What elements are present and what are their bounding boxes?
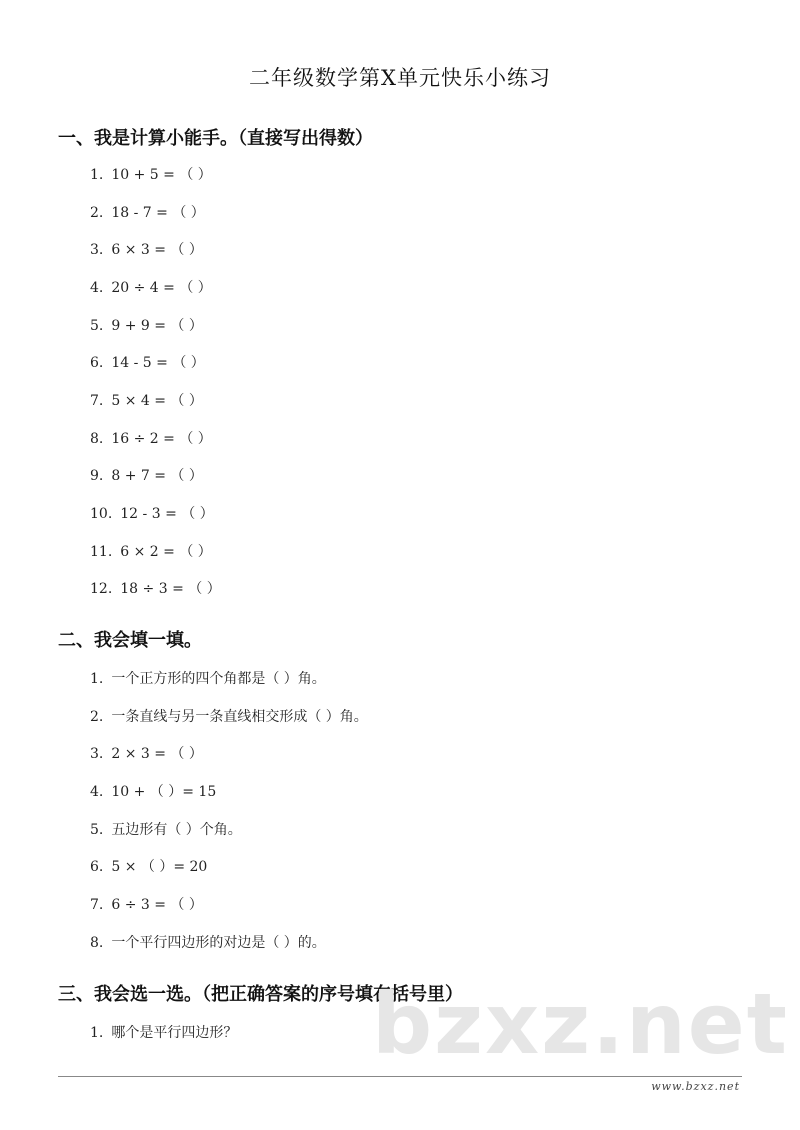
question-item <box>90 202 205 222</box>
question-item <box>90 781 216 801</box>
question-text: 2 × 3 = （ ） <box>111 746 203 762</box>
question-number: 1. <box>90 167 104 183</box>
question-text: 10 + 5 = （ ） <box>111 167 212 183</box>
question-text: 五边形有（ ）个角。 <box>111 822 242 838</box>
question-item <box>90 668 326 688</box>
question-text: 8 + 7 = （ ） <box>111 468 203 484</box>
question-text: 6 × 2 = （ ） <box>120 544 212 560</box>
question-item <box>90 390 203 410</box>
question-item <box>90 164 212 184</box>
question-item <box>90 894 203 914</box>
question-text: 18 ÷ 3 = （ ） <box>120 581 221 597</box>
question-number: 1. <box>90 1025 104 1041</box>
question-number: 10. <box>90 506 113 522</box>
question-number: 8. <box>90 431 104 447</box>
question-text: 10 + （ ）= 15 <box>111 784 217 800</box>
question-item <box>90 578 221 598</box>
question-number: 9. <box>90 468 104 484</box>
question-number: 5. <box>90 318 104 334</box>
question-number: 6. <box>90 859 104 875</box>
question-item <box>90 856 207 876</box>
question-text: 12 - 3 = （ ） <box>120 506 214 522</box>
question-number: 8. <box>90 935 104 951</box>
question-text: 5 × 4 = （ ） <box>111 393 203 409</box>
footer-site-url: www.bzxz.net <box>651 1080 740 1093</box>
question-item <box>90 1022 237 1042</box>
question-item <box>90 743 203 763</box>
question-item <box>90 503 214 523</box>
question-number: 2. <box>90 205 104 221</box>
question-number: 12. <box>90 581 113 597</box>
question-number: 5. <box>90 822 104 838</box>
question-item <box>90 315 203 335</box>
question-item <box>90 428 212 448</box>
question-number: 11. <box>90 544 113 560</box>
section-heading-fill-in: 二、我会填一填。 <box>58 630 202 651</box>
question-item <box>90 541 212 561</box>
question-item <box>90 352 205 372</box>
question-item <box>90 706 368 726</box>
question-text: 9 + 9 = （ ） <box>111 318 203 334</box>
question-text: 5 × （ ）= 20 <box>111 859 208 875</box>
question-number: 1. <box>90 671 104 687</box>
question-number: 4. <box>90 280 104 296</box>
question-text: 一条直线与另一条直线相交形成（ ）角。 <box>111 709 368 725</box>
question-number: 7. <box>90 393 104 409</box>
section-heading-multiple-choice: 三、我会选一选。（把正确答案的序号填在括号里） <box>58 984 463 1005</box>
question-text: 20 ÷ 4 = （ ） <box>111 280 212 296</box>
question-item <box>90 277 212 297</box>
question-number: 6. <box>90 355 104 371</box>
question-text: 6 × 3 = （ ） <box>111 242 203 258</box>
question-number: 3. <box>90 746 104 762</box>
question-number: 4. <box>90 784 104 800</box>
question-text: 哪个是平行四边形？ <box>111 1025 238 1041</box>
question-number: 3. <box>90 242 104 258</box>
question-number: 2. <box>90 709 104 725</box>
question-item <box>90 932 326 952</box>
question-text: 一个正方形的四个角都是（ ）角。 <box>111 671 326 687</box>
question-text: 18 - 7 = （ ） <box>111 205 205 221</box>
question-text: 14 - 5 = （ ） <box>111 355 205 371</box>
watermark-logo: bzxz.net <box>372 975 789 1073</box>
question-item <box>90 465 203 485</box>
question-text: 16 ÷ 2 = （ ） <box>111 431 212 447</box>
footer-divider <box>58 1076 742 1077</box>
page-title: 二年级数学第X单元快乐小练习 <box>249 66 551 90</box>
question-item <box>90 239 203 259</box>
question-text: 一个平行四边形的对边是（ ）的。 <box>111 935 326 951</box>
question-number: 7. <box>90 897 104 913</box>
question-item <box>90 819 242 839</box>
question-text: 6 ÷ 3 = （ ） <box>111 897 203 913</box>
section-heading-calculation: 一、我是计算小能手。（直接写出得数） <box>58 128 373 149</box>
